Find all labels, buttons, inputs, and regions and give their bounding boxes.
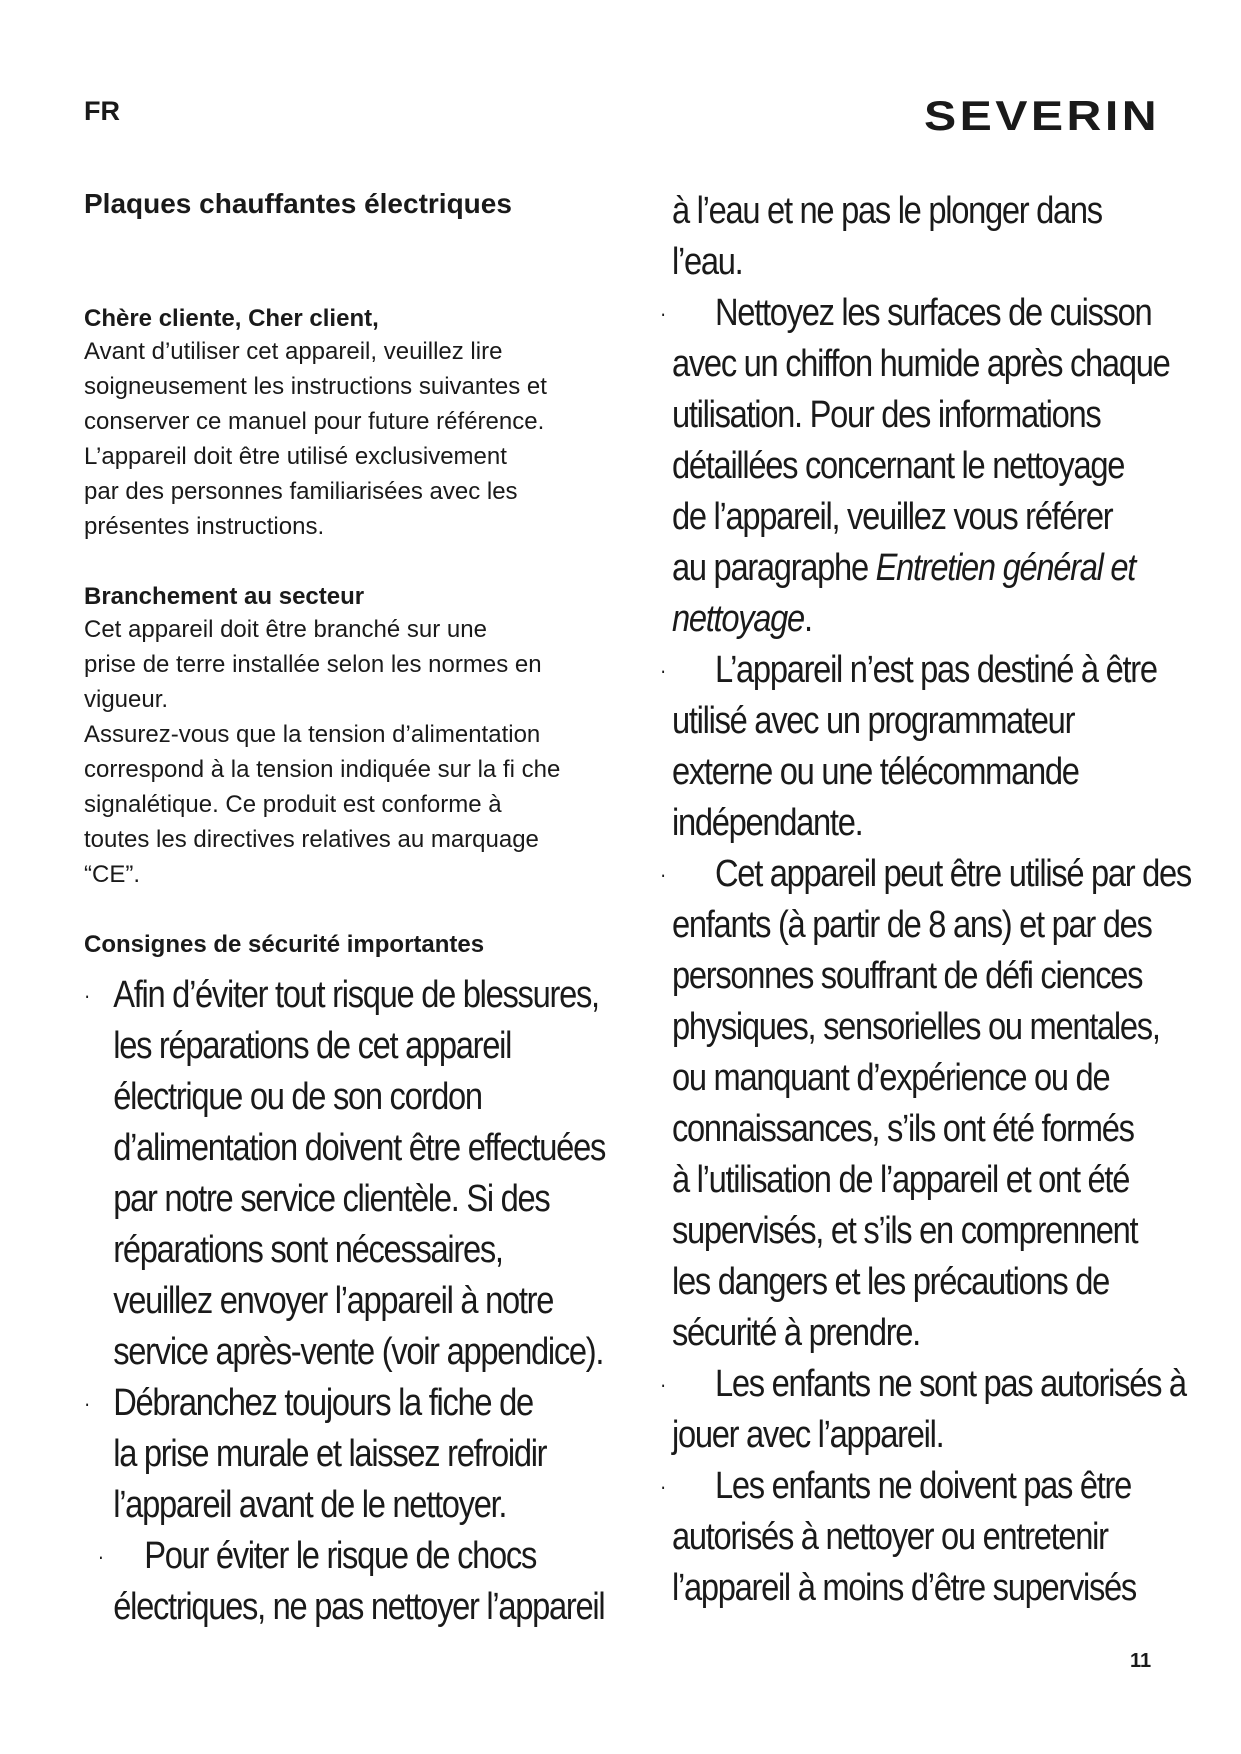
text-line bbox=[672, 594, 1205, 645]
left-column bbox=[84, 186, 624, 1633]
text-line: Avant d’utiliser cet appareil, veuillez lire bbox=[84, 338, 503, 365]
intro-paragraph bbox=[84, 334, 624, 544]
text-line: physiques, sensorielles ou mentales, bbox=[672, 1006, 1160, 1048]
text-fragment: . bbox=[803, 598, 812, 640]
text-line: externe ou une télécommande bbox=[672, 751, 1079, 793]
brand-name: SEVERIN bbox=[924, 92, 1160, 139]
text-line: d’alimentation doivent être effectuées bbox=[113, 1127, 606, 1169]
text-line: connaissances, s’ils ont été formés bbox=[672, 1108, 1134, 1150]
text-line: indépendante. bbox=[672, 802, 863, 844]
text-line: veuillez envoyer l’appareil à notre bbox=[113, 1280, 554, 1322]
text-line: l’appareil à moins d’être supervisés bbox=[672, 1567, 1136, 1609]
safety-list bbox=[84, 970, 624, 1633]
list-item bbox=[659, 1359, 1205, 1461]
text-line: Les enfants ne sont pas autorisés à bbox=[715, 1363, 1186, 1405]
text-line: personnes souffrant de défi ciences bbox=[672, 955, 1143, 997]
bullet-icon: · bbox=[659, 658, 665, 683]
text-line: autorisés à nettoyer ou entretenir bbox=[672, 1516, 1108, 1558]
text-line: ou manquant d’expérience ou de bbox=[672, 1057, 1110, 1099]
text-line: de l’appareil, veuillez vous référer bbox=[672, 496, 1113, 538]
bullet-icon: · bbox=[659, 301, 665, 326]
text-line: par notre service clientèle. Si des bbox=[113, 1178, 550, 1220]
text-line: les dangers et les précautions de bbox=[672, 1261, 1110, 1303]
safety-heading: Consignes de sécurité importantes bbox=[84, 931, 485, 958]
text-line: réparations sont nécessaires, bbox=[113, 1229, 503, 1271]
text-line: supervisés, et s’ils en comprennent bbox=[672, 1210, 1138, 1252]
text-line: “CE”. bbox=[84, 861, 140, 888]
text-line: avec un chiffon humide après chaque bbox=[672, 343, 1170, 385]
section-reference: nettoyage bbox=[672, 598, 804, 640]
language-code: FR bbox=[84, 96, 120, 126]
text-line: toutes les directives relatives au marquage bbox=[84, 826, 539, 853]
severin-logo bbox=[924, 92, 1164, 140]
text-line: par des personnes familiarisées avec les bbox=[84, 478, 518, 505]
text-line: L’appareil doit être utilisé exclusivement bbox=[84, 443, 507, 470]
text-line: l’appareil avant de le nettoyer. bbox=[113, 1484, 507, 1526]
text-line: l’eau. bbox=[672, 241, 743, 283]
bullet-icon: · bbox=[659, 1474, 665, 1499]
text-line: présentes instructions. bbox=[84, 513, 325, 540]
list-item bbox=[659, 849, 1205, 1359]
text-line: les réparations de cet appareil bbox=[113, 1025, 512, 1067]
list-item bbox=[84, 1531, 646, 1633]
text-line: à l’utilisation de l’appareil et ont été bbox=[672, 1159, 1130, 1201]
text-line: L’appareil n’est pas destiné à être bbox=[715, 649, 1157, 691]
bullet-icon: · bbox=[659, 862, 665, 887]
text-line: jouer avec l’appareil. bbox=[672, 1414, 944, 1456]
text-line: Pour éviter le risque de chocs bbox=[144, 1535, 537, 1577]
text-line: électriques, ne pas nettoyer l’appareil bbox=[113, 1586, 605, 1628]
text-line: prise de terre installée selon les normes en bbox=[84, 651, 542, 678]
text-line: Nettoyez les surfaces de cuisson bbox=[715, 292, 1152, 334]
list-item bbox=[84, 970, 646, 1378]
section-reference: Entretien général et bbox=[875, 547, 1136, 589]
page-title: Plaques chauffantes électriques bbox=[84, 188, 512, 219]
list-item bbox=[659, 1461, 1205, 1614]
list-item bbox=[659, 288, 1205, 645]
text-line: utilisé avec un programmateur bbox=[672, 700, 1075, 742]
text-line: correspond à la tension indiquée sur la fi che bbox=[84, 756, 561, 783]
text-line: enfants (à partir de 8 ans) et par des bbox=[672, 904, 1152, 946]
text-line: détaillées concernant le nettoyage bbox=[672, 445, 1125, 487]
text-line: Cet appareil doit être branché sur une bbox=[84, 616, 487, 643]
text-line: utilisation. Pour des informations bbox=[672, 394, 1101, 436]
page-number: 11 bbox=[1130, 1650, 1152, 1672]
mains-heading: Branchement au secteur bbox=[84, 583, 365, 610]
bullet-icon: · bbox=[84, 983, 90, 1008]
text-line: Les enfants ne doivent pas être bbox=[715, 1465, 1132, 1507]
text-line: Débranchez toujours la fiche de bbox=[113, 1382, 533, 1424]
text-line: Cet appareil peut être utilisé par des bbox=[715, 853, 1191, 895]
text-line bbox=[672, 543, 1205, 594]
text-line: soigneusement les instructions suivantes et bbox=[84, 373, 547, 400]
text-line: conserver ce manuel pour future référence. bbox=[84, 408, 545, 435]
text-line: Assurez-vous que la tension d’alimentation bbox=[84, 721, 541, 748]
mains-paragraph bbox=[84, 612, 624, 892]
text-fragment: au paragraphe bbox=[672, 547, 876, 589]
text-line: vigueur. bbox=[84, 686, 169, 713]
bullet-icon: · bbox=[84, 1391, 90, 1416]
text-line: Afin d’éviter tout risque de blessures, bbox=[113, 974, 599, 1016]
safety-list-continued bbox=[659, 288, 1192, 1614]
right-column bbox=[659, 186, 1192, 1614]
text-line: service après-vente (voir appendice). bbox=[113, 1331, 604, 1373]
text-line: signalétique. Ce produit est conforme à bbox=[84, 791, 502, 818]
list-item bbox=[84, 1378, 646, 1531]
text-line: électrique ou de son cordon bbox=[113, 1076, 482, 1118]
greeting: Chère cliente, Cher client, bbox=[84, 305, 379, 332]
bullet-icon: · bbox=[659, 1372, 665, 1397]
list-item bbox=[659, 645, 1205, 849]
continued-text bbox=[672, 186, 1205, 288]
text-line: la prise murale et laissez refroidir bbox=[113, 1433, 547, 1475]
text-line: sécurité à prendre. bbox=[672, 1312, 920, 1354]
text-line: à l’eau et ne pas le plonger dans bbox=[672, 190, 1102, 232]
bullet-icon: · bbox=[97, 1544, 103, 1569]
